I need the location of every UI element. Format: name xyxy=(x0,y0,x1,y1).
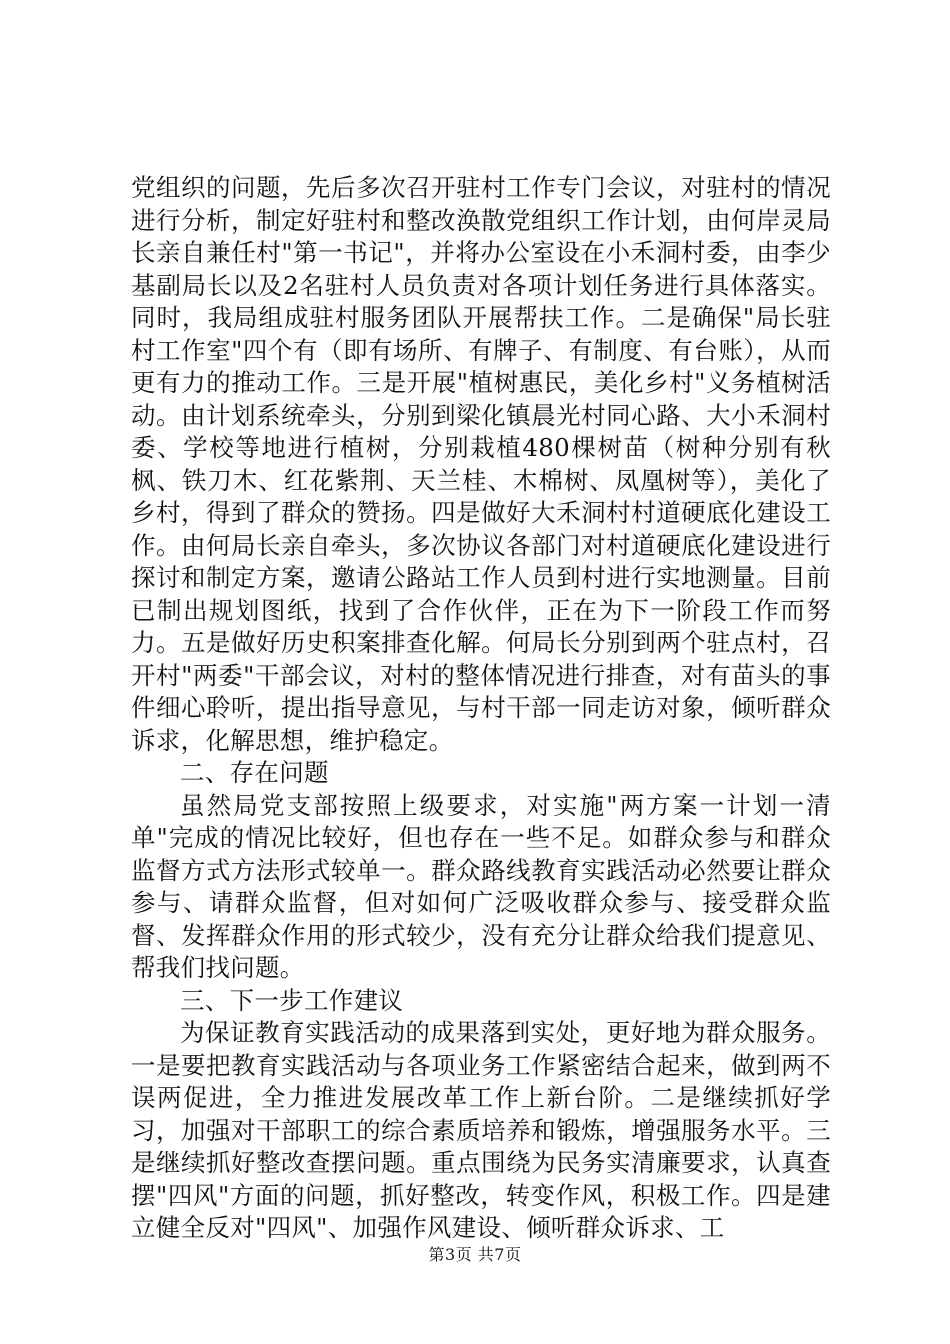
paragraph-next-steps: 为保证教育实践活动的成果落到实处，更好地为群众服务。一是要把教育实践活动与各项业务工作紧密结合起来，做到两不误两促进，全力推进发展改革工作上新台阶。二是继续抓好学习，加强对干部职工的综合素质培养和锻炼，增强服务水平。三是继续抓好整改查摆问题。重点围绕为民务实清廉要求，认真查摆"四风"方面的问题，抓好整改，转变作风，积极工作。四是建立健全反对"四风"、加强作风建设、倾听群众诉求、工 xyxy=(131,1018,831,1242)
page-number-footer: 第3页 共7页 xyxy=(428,1245,522,1264)
document-body xyxy=(131,172,831,1245)
section-heading-next-steps: 三、下一步工作建议 xyxy=(180,985,404,1015)
paragraph-continuation: 党组织的问题，先后多次召开驻村工作专门会议，对驻村的情况进行分析，制定好驻村和整改涣散党组织工作计划，由何岸灵局长亲自兼任村"第一书记"，并将办公室设在小禾洞村委，由李少基副局长以及2名驻村人员负责对各项计划任务进行具体落实。同时，我局组成驻村服务团队开展帮扶工作。二是确保"局长驻村工作室"四个有（即有场所、有牌子、有制度、有台账），从而更有力的推动工作。三是开展"植树惠民，美化乡村"义务植树活动。由计划系统牵头，分别到梁化镇晨光村同心路、大小禾洞村委、学校等地进行植树，分别栽植480棵树苗（树种分别有秋枫、铁刀木、红花紫荆、天兰桂、木棉树、凤凰树等），美化了乡村，得到了群众的赞扬。四是做好大禾洞村村道硬底化建设工作。由何局长亲自牵头，多次协议各部门对村道硬底化建设进行探讨和制定方案，邀请公路站工作人员到村进行实地测量。目前已制出规划图纸，找到了合作伙伴，正在为下一阶段工作而努力。五是做好历史积案排查化解。何局长分别到两个驻点村，召开村"两委"干部会议，对村的整体情况进行排查，对有苗头的事件细心聆听，提出指导意见，与村干部一同走访对象，倾听群众诉求，化解思想，维护稳定。 xyxy=(131,173,832,755)
section-heading-existing-problems: 二、存在问题 xyxy=(180,758,329,787)
paragraph-existing-problems: 虽然局党支部按照上级要求，对实施"两方案一计划一清单"完成的情况比较好，但也存在一些不足。如群众参与和群众监督方式方法形式较单一。群众路线教育实践活动必然要让群众参与、请群众监督，但对如何广泛吸收群众参与、接受群众监督、发挥群众作用的形式较少，没有充分让群众给我们提意见、帮我们找问题。 xyxy=(131,790,831,982)
